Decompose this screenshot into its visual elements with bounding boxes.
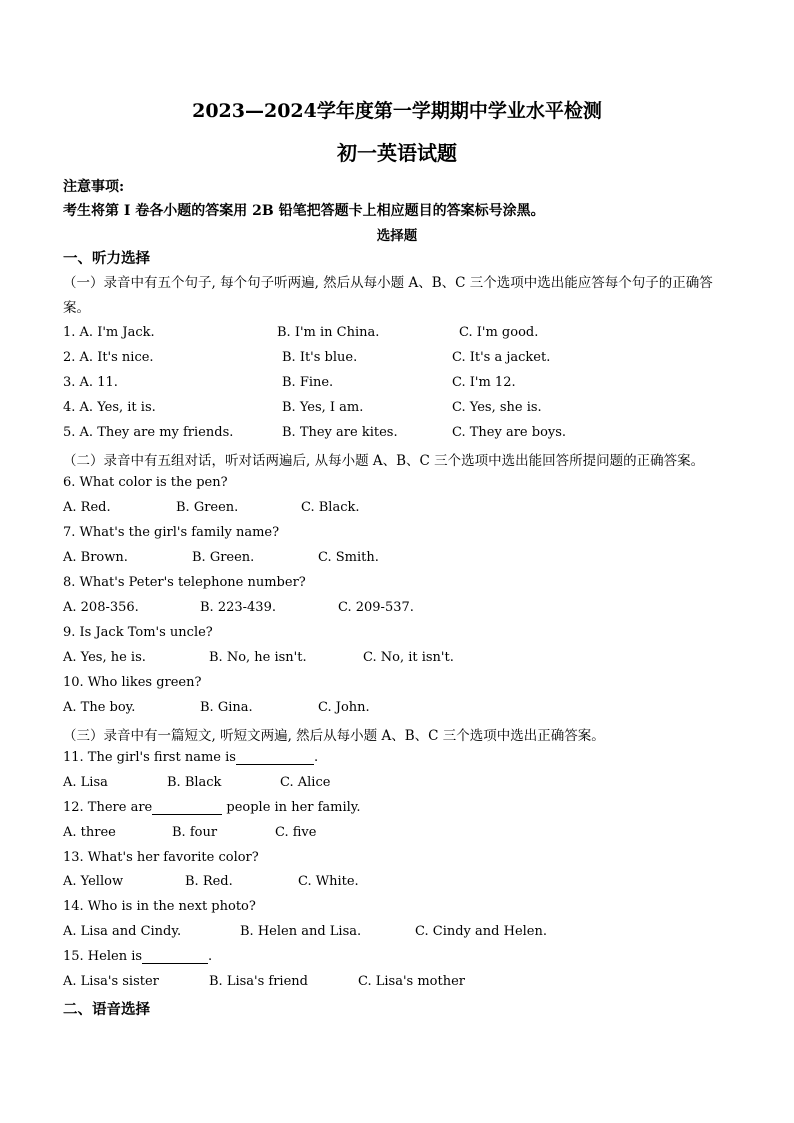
q11-option-a: A. Lisa <box>63 775 108 790</box>
q4-option-c: C. Yes, she is. <box>452 400 542 415</box>
q10-option-c: C. John. <box>318 700 370 715</box>
q1-option-c: C. I'm good. <box>459 325 539 340</box>
q11-stem-tail: . <box>313 750 319 765</box>
q1-option-a: 1. A. I'm Jack. <box>63 325 155 340</box>
q12-stem-tail: people in her family. <box>222 800 361 815</box>
q13-option-c: C. White. <box>298 874 359 889</box>
q10-option-b: B. Gina. <box>200 700 253 715</box>
q12-option-c: C. five <box>275 825 317 840</box>
q5-option-a: 5. A. They are my friends. <box>63 425 234 440</box>
q13-option-b: B. Red. <box>185 874 233 889</box>
q9-option-b: B. No, he isn't. <box>209 650 307 665</box>
q14-option-a: A. Lisa and Cindy. <box>63 924 182 939</box>
q7-stem: 7. What's the girl's family name? <box>63 525 280 540</box>
q12-answer-blank <box>152 800 222 815</box>
section1-sub1: （一）录音中有五个句子, 每个句子听两遍, 然后从每小题 A、B、C 三个选项中选出能应答每个句子的正确答案。 <box>63 275 713 316</box>
q15-answer-blank <box>142 949 208 964</box>
section2-title: 二、语音选择 <box>63 1001 150 1018</box>
part-title: 选择题 <box>376 228 418 244</box>
q12-option-b: B. four <box>172 825 218 840</box>
q3-option-a: 3. A. 11. <box>63 375 118 390</box>
q9-option-c: C. No, it isn't. <box>363 650 454 665</box>
q14-stem: 14. Who is in the next photo? <box>63 899 256 914</box>
q14-option-c: C. Cindy and Helen. <box>415 924 547 939</box>
q13-option-a: A. Yellow <box>63 874 124 889</box>
q6-option-a: A. Red. <box>63 500 111 515</box>
q15-stem-text: 15. Helen is <box>63 949 143 964</box>
q9-stem: 9. Is Jack Tom's uncle? <box>63 625 213 640</box>
q7-option-a: A. Brown. <box>63 550 128 565</box>
q3-option-b: B. Fine. <box>282 375 334 390</box>
q6-option-b: B. Green. <box>176 500 239 515</box>
q15-option-b: B. Lisa's friend <box>209 974 308 989</box>
q8-option-b: B. 223-439. <box>200 600 276 615</box>
q12-stem <box>63 800 361 815</box>
q12-stem-text: 12. There are <box>63 800 153 815</box>
q13-stem: 13. What's her favorite color? <box>63 850 259 865</box>
q10-stem: 10. Who likes green? <box>63 675 202 690</box>
section1-sub2: （二）录音中有五组对话，听对话两遍后, 从每小题 A、B、C 三个选项中选出能回答所提问题的正确答案。 <box>63 453 705 469</box>
q15-option-c: C. Lisa's mother <box>358 974 465 989</box>
q8-option-c: C. 209-537. <box>338 600 414 615</box>
q5-option-b: B. They are kites. <box>282 425 398 440</box>
q1-option-b: B. I'm in China. <box>277 325 380 340</box>
exam-title: 2023—2024学年度第一学期期中学业水平检测 <box>192 100 602 122</box>
q12-option-a: A. three <box>63 825 116 840</box>
q4-option-a: 4. A. Yes, it is. <box>63 400 156 415</box>
q2-option-c: C. It's a jacket. <box>452 350 551 365</box>
q2-option-b: B. It's blue. <box>282 350 358 365</box>
q11-stem <box>63 750 318 765</box>
q3-option-c: C. I'm 12. <box>452 375 516 390</box>
q7-option-b: B. Green. <box>192 550 255 565</box>
q11-option-b: B. Black <box>167 775 222 790</box>
q8-option-a: A. 208-356. <box>63 600 139 615</box>
q2-option-a: 2. A. It's nice. <box>63 350 154 365</box>
q14-option-b: B. Helen and Lisa. <box>240 924 362 939</box>
notice-text: 考生将第 I 卷各小题的答案用 2B 铅笔把答题卡上相应题目的答案标号涂黑。 <box>63 203 545 219</box>
q15-stem-tail: . <box>208 949 213 964</box>
q11-stem-text: 11. The girl's first name is <box>63 750 236 765</box>
q15-stem <box>63 949 212 964</box>
q6-stem: 6. What color is the pen? <box>63 475 228 490</box>
exam-subtitle: 初一英语试题 <box>337 141 457 165</box>
q8-stem: 8. What's Peter's telephone number? <box>63 575 306 590</box>
q4-option-b: B. Yes, I am. <box>282 400 364 415</box>
section1-title: 一、听力选择 <box>63 250 150 267</box>
q10-option-a: A. The boy. <box>63 700 136 715</box>
q5-option-c: C. They are boys. <box>452 425 567 440</box>
section1-sub3: （三）录音中有一篇短文, 听短文两遍, 然后从每小题 A、B、C 三个选项中选出正确答案。 <box>63 728 605 744</box>
q7-option-c: C. Smith. <box>318 550 379 565</box>
q11-option-c: C. Alice <box>280 775 331 790</box>
notice-label: 注意事项: <box>63 179 125 195</box>
q11-answer-blank <box>236 750 314 765</box>
q15-option-a: A. Lisa's sister <box>63 974 159 989</box>
q9-option-a: A. Yes, he is. <box>63 650 146 665</box>
q6-option-c: C. Black. <box>301 500 360 515</box>
